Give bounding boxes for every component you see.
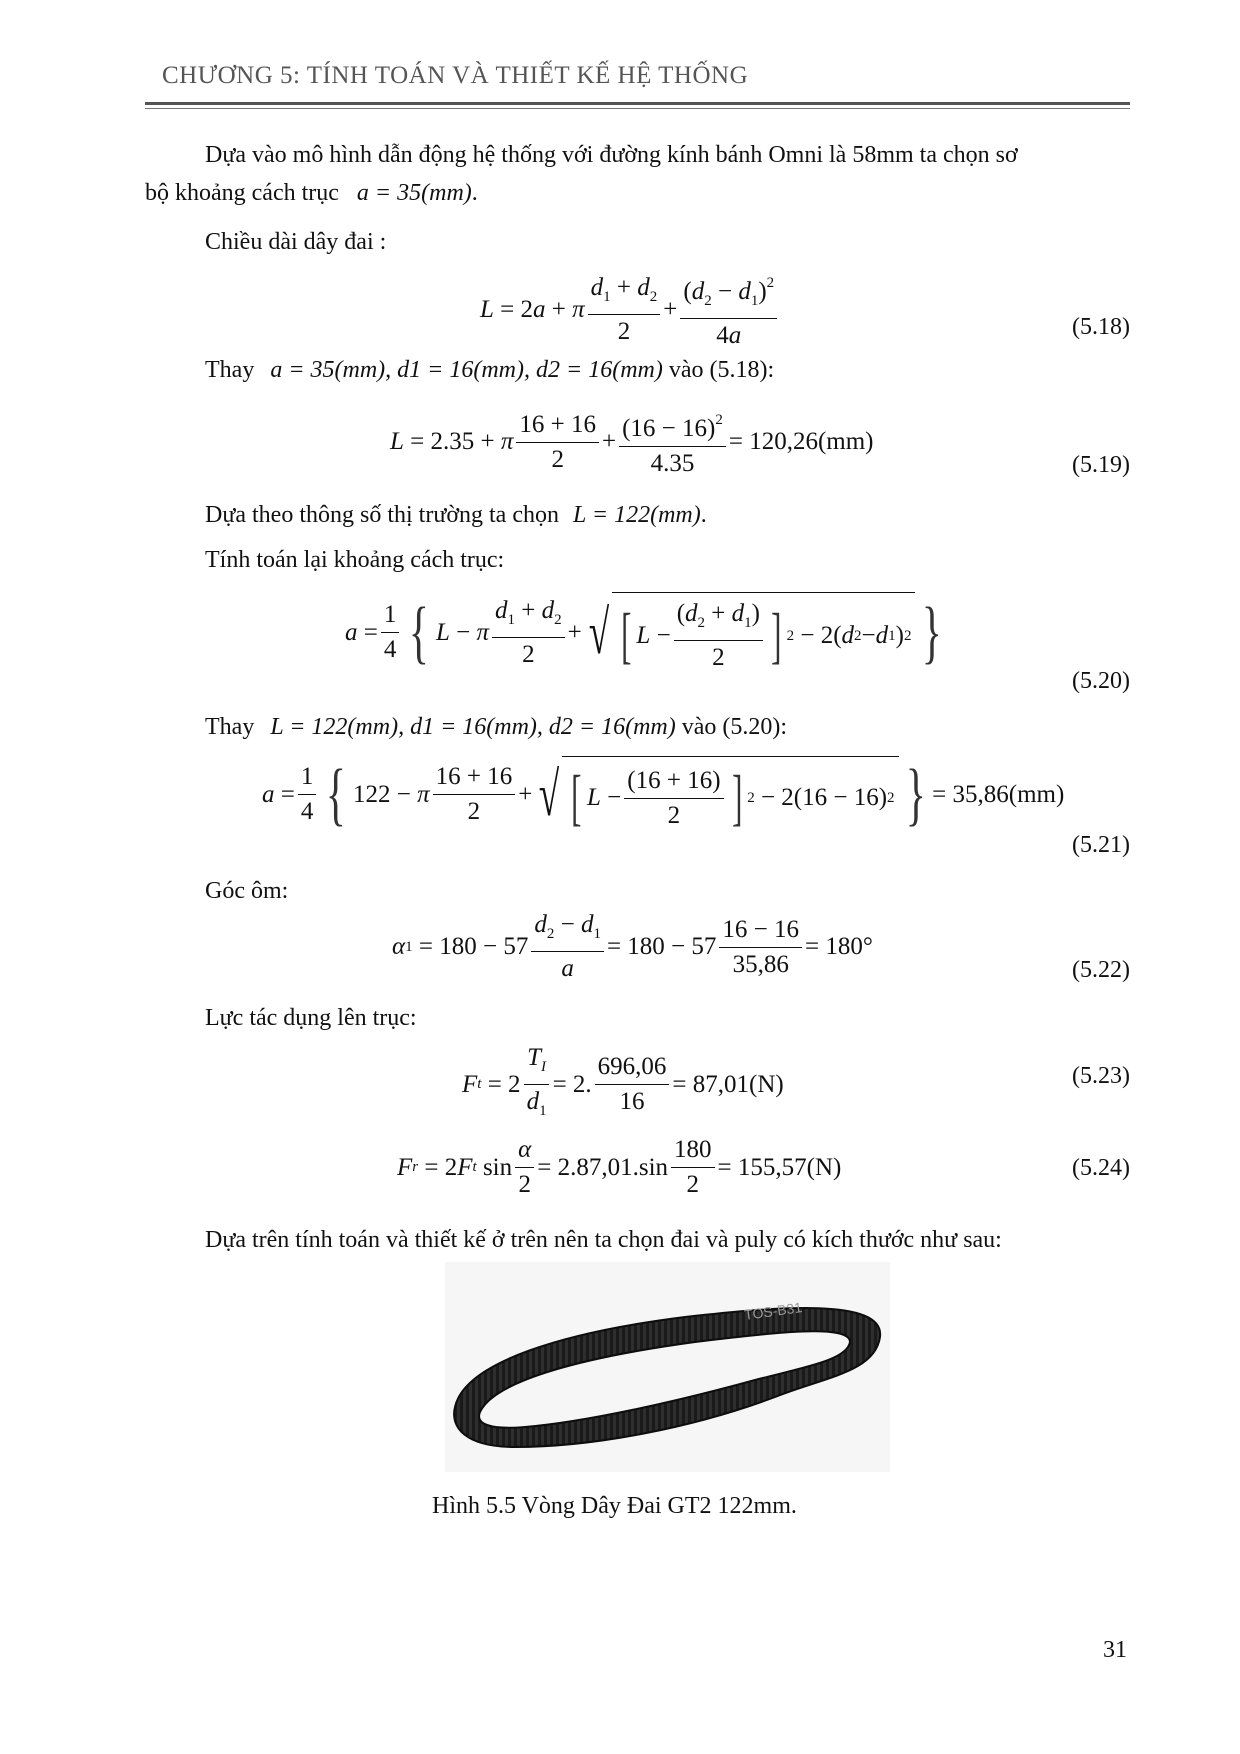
equation-5-18: L = 2 a + π $\frac{d_1 + d_2}{2}$ + $\frac{(d_2 - d_1)^2}{4a}$ [480,268,780,351]
equation-5-24: F r = 2 F t sin $\frac{\alpha}{2}$ = 2.87,01.sin $\frac{180}{2}$ = 155,57(N) [397,1136,842,1198]
paragraph-line: Lực tác dụng lên trục: [205,1005,417,1031]
inline-math: a = 35(mm), d1 = 16(mm), d2 = 16(mm) [270,357,663,383]
equation-number: (5.20) [1072,668,1130,694]
paragraph-line: Dựa trên tính toán và thiết kế ở trên nên ta chọn đai và puly có kích thước như sau: [205,1227,1002,1253]
equation-5-22: α 1 = 180 − 57 $\frac{d_2 - d_1}{a}$ = 180 − 57 $\frac{16 - 16}{35,86}$ = 180° [392,911,873,982]
paragraph-text: vào (5.18): [668,357,775,383]
figure-caption: Hình 5.5 Vòng Dây Đai GT2 122mm. [432,1493,797,1519]
equation-result: = 155,57(N) [717,1153,842,1181]
equation-result: = 87,01(N) [672,1070,784,1098]
equation-number: (5.23) [1072,1063,1130,1089]
equation-result: = 120,26(mm) [728,428,874,455]
equation-5-23: F t = 2 $\frac{T_I}{d_1}$ = 2. $\frac{696,06}{16}$ = 87,01(N) [462,1044,784,1119]
equation-number: (5.21) [1072,832,1130,858]
equation-result: = 35,86(mm) [932,780,1065,808]
equation-result: = 180° [805,933,873,960]
belt-photo [445,1262,890,1472]
header-rule [145,102,1130,105]
page-number: 31 [1103,1637,1127,1663]
paragraph-line: bộ khoảng cách trục a = 35(mm). [145,180,478,206]
paragraph-line: Dựa theo thông số thị trường ta chọn L = 122(mm). [205,502,707,528]
belt-label: TOS-B31 [743,1299,803,1323]
equation-5-21: a = $\frac{1}{4}$ { 122 − π $\frac{16 + 16}{2}$ + √ [ L − $\frac{(16 + 16)}{2}$ ] 2 − 2(16 − 16) 2 } = 35,86(mm) [262,755,1065,833]
paragraph-text: Thay [205,714,255,740]
header-rule-thin [145,108,1130,109]
equation-number: (5.19) [1072,452,1130,478]
paragraph-text: Thay [205,357,255,383]
paragraph-text: bộ khoảng cách trục [145,180,339,206]
paragraph-text: Dựa theo thông số thị trường ta chọn [205,502,559,528]
equation-number: (5.18) [1072,314,1130,340]
chapter-header: CHƯƠNG 5: TÍNH TOÁN VÀ THIẾT KẾ HỆ THỐNG [162,62,749,89]
equation-5-20: a = $\frac{1}{4}$ { L − π $\frac{d_1 + d_2}{2}$ + √ [ L − $\frac{(d_2 + d_1)}{2}$ ] 2 − 2( d 2 − d 1 ) 2 } [345,593,943,671]
inline-math: L = 122(mm), d1 = 16(mm), d2 = 16(mm) [270,714,676,740]
paragraph-line [205,712,787,742]
paragraph-line: Chiều dài dây đai : [205,229,387,255]
paragraph-text: vào (5.20): [681,714,788,740]
equation-number: (5.22) [1072,957,1130,983]
paragraph-line: Góc ôm: [205,878,289,904]
equation-5-19: L = 2.35 + π $\frac{16 + 16}{2}$ + $\frac{(16 - 16)^2}{4.35}$ = 120,26(mm) [390,405,874,479]
equation-number: (5.24) [1072,1155,1130,1181]
timing-belt-image [445,1262,890,1472]
inline-math: a = 35(mm) [356,180,472,206]
paragraph-line: Tính toán lại khoảng cách trục: [205,547,505,573]
paragraph-line [205,355,774,385]
inline-math: L = 122(mm) [573,502,701,528]
paragraph-line: Dựa vào mô hình dẫn động hệ thống với đường kính bánh Omni là 58mm ta chọn sơ [205,142,1018,168]
